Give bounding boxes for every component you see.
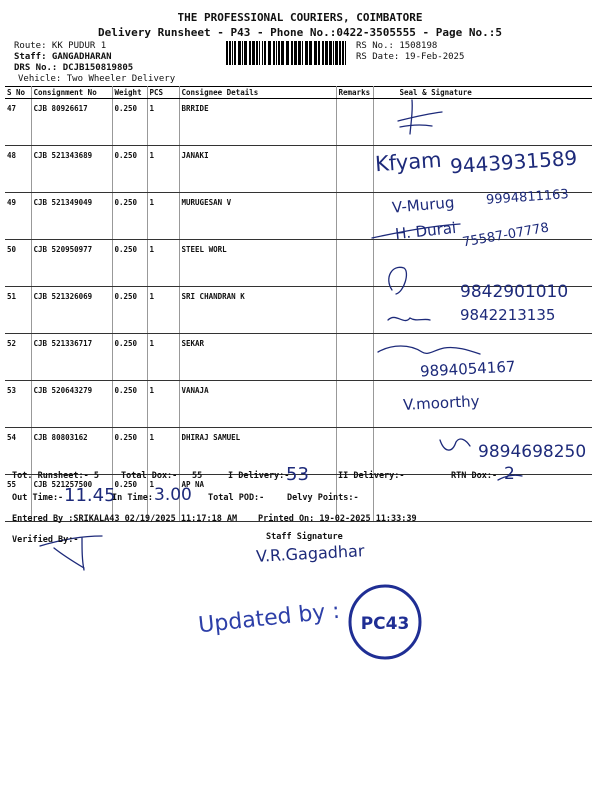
rtn-dox-label: RTN Dox:- xyxy=(451,471,498,481)
cell-sno: 50 xyxy=(5,240,31,287)
cell-sno: 54 xyxy=(5,428,31,475)
barcode-bar xyxy=(329,41,332,65)
cell-pcs: 1 xyxy=(147,146,179,193)
barcode-bar xyxy=(294,41,297,65)
cell-weight: 0.250 xyxy=(112,240,147,287)
barcode-bar xyxy=(278,41,280,65)
route-label: Route: KK PUDUR 1 xyxy=(14,41,107,51)
cell-consignee: DHIRAJ SAMUEL xyxy=(179,428,336,475)
cell-weight: 0.250 xyxy=(112,193,147,240)
cell-consignee: VANAJA xyxy=(179,381,336,428)
cell-remarks xyxy=(336,287,373,334)
printed-on: Printed On: 19-02-2025 11:33:39 xyxy=(258,514,417,524)
cell-sno: 55 xyxy=(5,475,31,522)
barcode-bar xyxy=(345,41,346,65)
handwritten-phone-48: 9443931589 xyxy=(449,145,578,179)
barcode-bar xyxy=(318,41,320,65)
cell-signature xyxy=(373,99,592,146)
table-row xyxy=(5,381,592,428)
handwritten-signature-48: Kfyam xyxy=(374,147,443,177)
barcode-bar xyxy=(281,41,284,65)
in-time-value: 3.00 xyxy=(154,485,192,505)
barcode-bar xyxy=(249,41,251,65)
barcode-bar xyxy=(309,41,312,65)
barcode-bar xyxy=(273,41,275,65)
cell-pcs: 1 xyxy=(147,99,179,146)
handwritten-phone-55: 9894698250 xyxy=(478,442,587,462)
cell-weight: 0.250 xyxy=(112,287,147,334)
i-delivery-value: 53 xyxy=(286,464,309,485)
cell-pcs: 1 xyxy=(147,193,179,240)
cell-consignee: SRI CHANDRAN K xyxy=(179,287,336,334)
cell-weight: 0.250 xyxy=(112,428,147,475)
cell-consignee: SEKAR xyxy=(179,334,336,381)
cell-consignment: CJB 520643279 xyxy=(31,381,112,428)
cell-consignee: STEEL WORL xyxy=(179,240,336,287)
cell-consignment: CJB 521336717 xyxy=(31,334,112,381)
total-pod-label: Total POD:- xyxy=(208,493,265,503)
cell-consignee: AP NA xyxy=(179,475,336,522)
barcode-bar xyxy=(238,41,241,65)
cell-consignment: CJB 80926617 xyxy=(31,99,112,146)
cell-remarks xyxy=(336,99,373,146)
cell-weight: 0.250 xyxy=(112,381,147,428)
cell-sno: 49 xyxy=(5,193,31,240)
cell-weight: 0.250 xyxy=(112,99,147,146)
barcode-bar xyxy=(325,41,328,65)
cell-pcs: 1 xyxy=(147,428,179,475)
handwritten-phone-49: 9994811163 xyxy=(485,187,570,208)
total-dox-label: Total Dox:- xyxy=(121,471,178,481)
handwritten-name-54: V.moorthy xyxy=(402,392,480,414)
barcode-bar xyxy=(234,41,236,65)
drs-number: DRS No.: DCJB150819805 xyxy=(14,63,134,73)
barcode-bar xyxy=(342,41,344,65)
barcode-bar xyxy=(256,41,258,65)
runsheet-title: Delivery Runsheet - P43 - Phone No.:0422-3505555 - Page No.:5 xyxy=(98,26,502,39)
barcode-bar xyxy=(229,41,231,65)
cell-weight: 0.250 xyxy=(112,334,147,381)
cell-sno: 47 xyxy=(5,99,31,146)
cell-sno: 52 xyxy=(5,334,31,381)
cell-remarks xyxy=(336,428,373,475)
cell-pcs: 1 xyxy=(147,287,179,334)
barcode-bar xyxy=(322,41,324,65)
updated-by-note: Updated by : xyxy=(197,598,341,639)
cell-remarks xyxy=(336,193,373,240)
handwritten-phone-51: 9842901010 xyxy=(460,282,569,302)
staff-label: Staff: GANGADHARAN xyxy=(14,52,112,62)
barcode-bar xyxy=(305,41,308,65)
handwritten-signature-49: V-Murug xyxy=(391,193,456,217)
total-runsheet: Tot. Runsheet:- 5 xyxy=(12,471,99,481)
staff-signature-label: Staff Signature xyxy=(266,532,343,542)
cell-pcs: 1 xyxy=(147,240,179,287)
barcode-bar xyxy=(244,41,247,65)
company-name: THE PROFESSIONAL COURIERS, COIMBATORE xyxy=(177,11,423,24)
cell-weight: 0.250 xyxy=(112,475,147,522)
cell-pcs: 1 xyxy=(147,475,179,522)
handwritten-phone-53: 9894054167 xyxy=(419,357,516,381)
header-consignee: Consignee Details xyxy=(179,87,336,99)
staff-signature: V.R.Gagadhar xyxy=(255,541,365,566)
cell-consignment: CJB 521257500 xyxy=(31,475,112,522)
cell-remarks xyxy=(336,334,373,381)
i-delivery-label: I Delivery:- xyxy=(228,471,290,481)
table-header-row xyxy=(5,87,592,99)
pc43-stamp xyxy=(343,582,429,662)
cell-weight: 0.250 xyxy=(112,146,147,193)
cell-sno: 53 xyxy=(5,381,31,428)
cell-sno: 48 xyxy=(5,146,31,193)
table-row xyxy=(5,99,592,146)
barcode-image xyxy=(226,41,350,65)
verified-by-label: Verified By:- xyxy=(12,535,79,545)
barcode-bar xyxy=(298,41,301,65)
barcode-bar xyxy=(333,41,334,65)
barcode-bar xyxy=(264,41,266,65)
cell-pcs: 1 xyxy=(147,334,179,381)
cell-consignment: CJB 521343689 xyxy=(31,146,112,193)
cell-remarks xyxy=(336,240,373,287)
barcode-bar xyxy=(339,41,341,65)
handwritten-signature-50: H. Durai xyxy=(394,218,457,244)
table-row xyxy=(5,240,592,287)
rtn-dox-value: 2 xyxy=(504,464,515,484)
vehicle-label: Vehicle: Two Wheeler Delivery xyxy=(18,74,176,84)
barcode-bar xyxy=(286,41,289,65)
rs-date: RS Date: 19-Feb-2025 xyxy=(356,52,465,62)
barcode-bar xyxy=(291,41,293,65)
barcode-bar xyxy=(232,41,233,65)
barcode-bar xyxy=(335,41,338,65)
entered-by: Entered By :SRIKALA43 02/19/2025 11:17:18 AM xyxy=(12,514,238,524)
cell-consignee: MURUGESAN V xyxy=(179,193,336,240)
barcode-bar xyxy=(252,41,255,65)
delvy-points-label: Delvy Points:- xyxy=(287,493,359,503)
cell-pcs: 1 xyxy=(147,381,179,428)
cell-consignment: CJB 80803162 xyxy=(31,428,112,475)
barcode-bar xyxy=(242,41,243,65)
cell-remarks xyxy=(336,146,373,193)
handwritten-phone-50: 75587-07778 xyxy=(461,220,551,251)
total-dox-value: 55 xyxy=(192,471,203,481)
barcode-bar xyxy=(268,41,271,65)
header-signature: Seal & Signature xyxy=(373,87,592,99)
header-weight: Weight xyxy=(112,87,147,99)
header-remarks: Remarks xyxy=(336,87,373,99)
cell-consignee: JANAKI xyxy=(179,146,336,193)
in-time-label: In Time: xyxy=(112,493,153,503)
barcode-bar xyxy=(302,41,303,65)
out-time-label: Out Time:- xyxy=(12,493,64,503)
header-sno: S No xyxy=(5,87,31,99)
header-consignment: Consignment No xyxy=(31,87,112,99)
handwritten-phone-52: 9842213135 xyxy=(460,306,556,324)
cell-consignment: CJB 520950977 xyxy=(31,240,112,287)
cell-consignee: BRRIDE xyxy=(179,99,336,146)
barcode-bar xyxy=(259,41,260,65)
barcode-bar xyxy=(262,41,263,65)
out-time-value: 11.45 xyxy=(64,485,116,506)
cell-remarks xyxy=(336,381,373,428)
stamp-label: PC43 xyxy=(360,614,410,634)
cell-consignment: CJB 521349049 xyxy=(31,193,112,240)
barcode-bar xyxy=(314,41,317,65)
barcode-bar xyxy=(276,41,277,65)
cell-consignment: CJB 521326069 xyxy=(31,287,112,334)
header-pcs: PCS xyxy=(147,87,179,99)
rs-number: RS No.: 1508198 xyxy=(356,41,438,51)
barcode-bar xyxy=(226,41,228,65)
cell-sno: 51 xyxy=(5,287,31,334)
ii-delivery-label: II Delivery:- xyxy=(338,471,405,481)
